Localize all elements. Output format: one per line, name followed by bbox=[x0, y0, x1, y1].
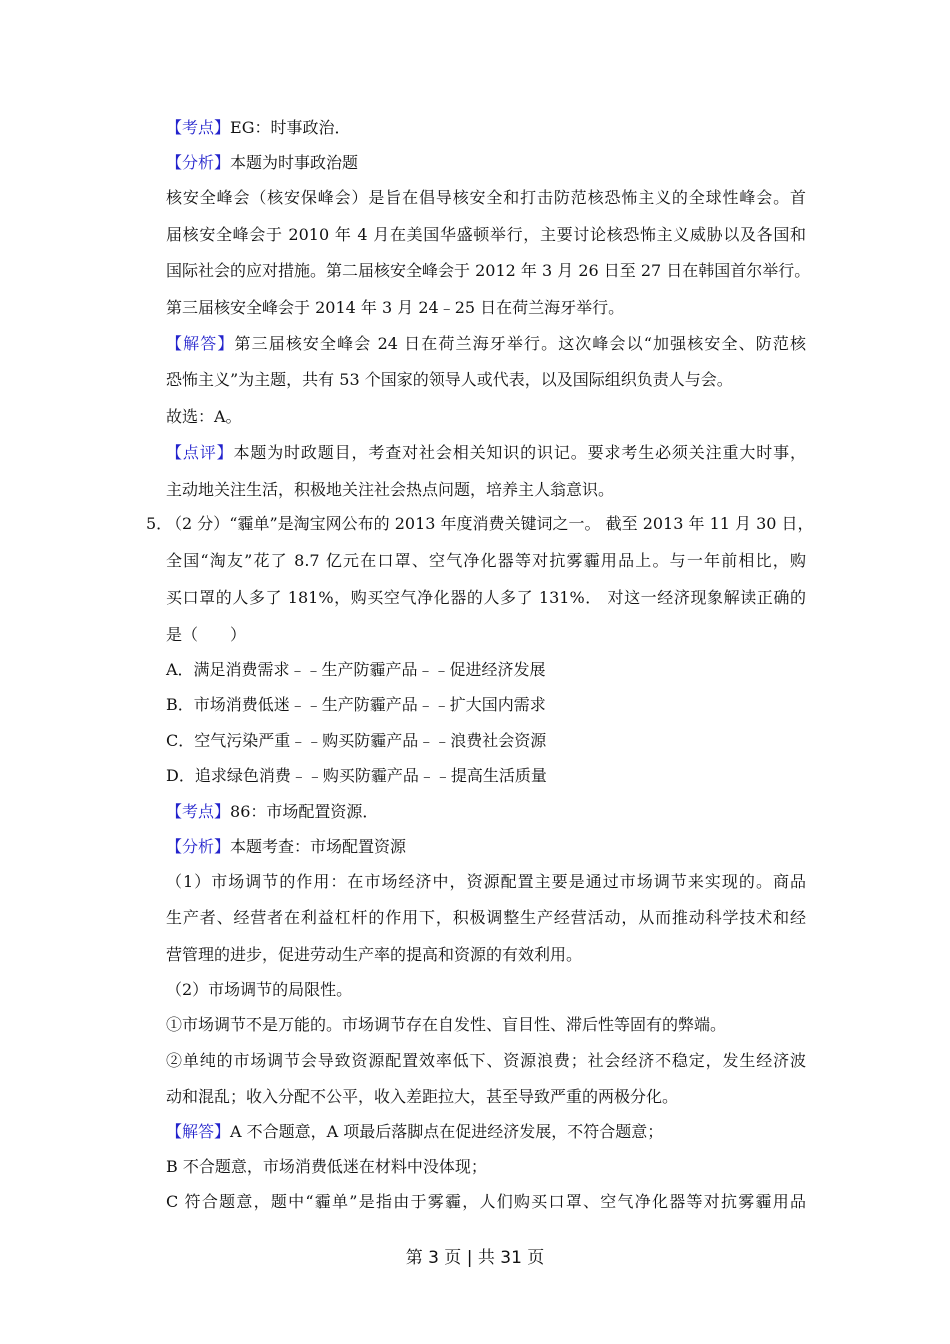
option-a: A．满足消费需求﹣﹣生产防霾产品﹣﹣促进经济发展 bbox=[166, 660, 546, 679]
q5-jieda bbox=[166, 1121, 806, 1143]
tag: 【考点】 bbox=[166, 802, 231, 821]
option-c: C．空气污染严重﹣﹣购买防霾产品﹣﹣浪费社会资源 bbox=[166, 731, 547, 750]
tag: 【解答】 bbox=[166, 334, 235, 353]
page-footer: 第 3 页 | 共 31 页 bbox=[405, 1248, 545, 1268]
q4-fenxi bbox=[166, 152, 806, 174]
paragraph-line: 核安全峰会（核安保峰会）是旨在倡导核安全和打击防范核恐怖主义的全球性峰会。首 bbox=[166, 188, 806, 207]
paragraph-line: 生产者、经营者在利益杠杆的作用下，积极调整生产经营活动，从而推动科学技术和经 bbox=[166, 908, 806, 927]
paragraph-line: 国际社会的应对措施。第二届核安全峰会于 2012 年 3 月 26 日至 27 日在韩国首尔举行。 bbox=[166, 261, 811, 280]
option-b: B．市场消费低迷﹣﹣生产防霾产品﹣﹣扩大国内需求 bbox=[166, 695, 546, 714]
text: A 不合题意，A 项最后落脚点在促进经济发展，不符合题意； bbox=[230, 1122, 664, 1141]
text: 本题考查：市场配置资源 bbox=[230, 837, 407, 856]
stem-line: 买口罩的人多了 181%，购买空气净化器的人多了 131%． 对这一经济现象解读正确的 bbox=[166, 588, 806, 607]
tag: 【考点】 bbox=[166, 118, 231, 137]
paragraph-line: （2）市场调节的局限性。 bbox=[166, 980, 353, 999]
tag: 【点评】 bbox=[166, 443, 234, 462]
option-d: D．追求绿色消费﹣﹣购买防霾产品﹣﹣提高生活质量 bbox=[166, 766, 547, 785]
stem-line: 全国“淘友”花了 8.7 亿元在口罩、空气净化器等对抗雾霾用品上。与一年前相比，购 bbox=[166, 551, 806, 570]
q5-fenxi bbox=[166, 836, 806, 858]
paragraph-line: C 符合题意，题中“霾单”是指由于雾霾，人们购买口罩、空气净化器等对抗雾霾用品 bbox=[166, 1192, 806, 1211]
paragraph-line: ①市场调节不是万能的。市场调节存在自发性、盲目性、滞后性等固有的弊端。 bbox=[166, 1015, 727, 1034]
text: 第三届核安全峰会 24 日在荷兰海牙举行。这次峰会以“加强核安全、防范核 bbox=[234, 334, 806, 353]
paragraph-line: 恐怖主义”为主题，共有 53 个国家的领导人或代表，以及国际组织负责人与会。 bbox=[166, 370, 733, 389]
stem-line: （2 分）“霾单”是淘宝网公布的 2013 年度消费关键词之一。 截至 2013 年 11 月 30 日， bbox=[166, 514, 814, 533]
text: 本题为时政题目，考查对社会相关知识的识记。要求考生必须关注重大时事， bbox=[233, 443, 806, 462]
paragraph-line: 届核安全峰会于 2010 年 4 月在美国华盛顿举行，主要讨论核恐怖主义威胁以及各国和 bbox=[166, 225, 806, 244]
paragraph-line: 动和混乱；收入分配不公平，收入差距拉大，甚至导致严重的两极分化。 bbox=[166, 1087, 679, 1106]
tag: 【分析】 bbox=[166, 837, 231, 856]
text: 86：市场配置资源． bbox=[230, 802, 379, 821]
q4-jieda bbox=[166, 333, 806, 355]
paragraph-line: 第三届核安全峰会于 2014 年 3 月 24﹣25 日在荷兰海牙举行。 bbox=[166, 298, 625, 317]
stem-line: 是（ ） bbox=[166, 625, 247, 644]
paragraph-line: B 不合题意，市场消费低迷在材料中没体现； bbox=[166, 1157, 487, 1176]
q5-kaodian bbox=[166, 801, 806, 823]
q4-kaodian bbox=[166, 117, 806, 139]
q4-dianping bbox=[166, 442, 806, 464]
paragraph-line: 营管理的进步，促进劳动生产率的提高和资源的有效利用。 bbox=[166, 945, 583, 964]
paragraph-line: 主动地关注生活，积极地关注社会热点问题，培养主人翁意识。 bbox=[166, 480, 615, 499]
text: EG：时事政治． bbox=[230, 118, 351, 137]
tag: 【分析】 bbox=[166, 153, 231, 172]
text: 本题为时事政治题 bbox=[230, 153, 359, 172]
tag: 【解答】 bbox=[166, 1122, 231, 1141]
paragraph-line: （1）市场调节的作用：在市场经济中，资源配置主要是通过市场调节来实现的。商品 bbox=[166, 872, 806, 891]
answer: 故选：A。 bbox=[166, 407, 242, 426]
paragraph-line: ②单纯的市场调节会导致资源配置效率低下、资源浪费；社会经济不稳定，发生经济波 bbox=[166, 1051, 806, 1070]
question-number: 5． bbox=[146, 514, 173, 533]
